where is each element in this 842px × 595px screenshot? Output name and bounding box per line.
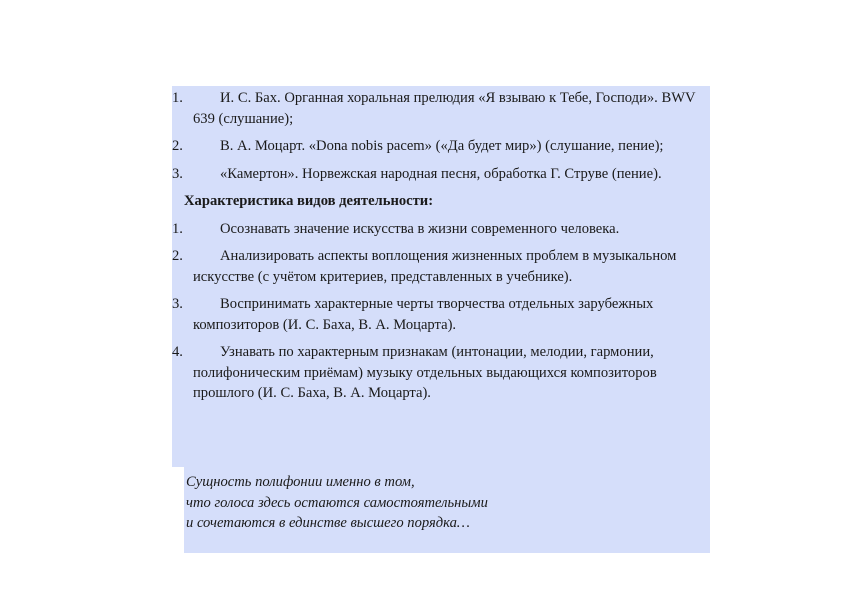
list-number: 2.: [172, 138, 183, 154]
list-text: И. С. Бах. Органная хоральная прелюдия «Я взываю к Тебе, Господи». BWV 639 (слушание);: [193, 90, 696, 127]
list-number: 4.: [172, 344, 183, 360]
quote-line: и сочетаются в единстве высшего порядка…: [186, 515, 470, 531]
list-text: «Камертон». Норвежская народная песня, обработка Г. Струве (пение).: [220, 165, 662, 182]
list-number: 3.: [172, 165, 183, 182]
list-number: 2.: [172, 248, 183, 264]
list-text: В. А. Моцарт. «Dona nobis pacem» («Да будет мир») (слушание, пение);: [220, 138, 664, 154]
list-item: [172, 136, 712, 157]
list-item: [172, 342, 712, 404]
quote-line: Сущность полифонии именно в том,: [186, 474, 415, 490]
list-text: Анализировать аспекты воплощения жизненных проблем в музыкальном искусстве (с учётом критериев, представленных в учебнике).: [193, 248, 677, 285]
list-item: [172, 164, 712, 185]
list-item: [172, 219, 712, 240]
list-number: 1.: [172, 90, 183, 106]
list-text: Осознавать значение искусства в жизни современного человека.: [220, 220, 620, 237]
document-body: [172, 88, 712, 411]
list-item: [172, 88, 712, 129]
list-item: [172, 246, 712, 287]
list-number: 3.: [172, 296, 183, 312]
list-number: 1.: [172, 220, 183, 237]
activities-heading: Характеристика видов деятельности:: [184, 193, 434, 209]
list-item: [172, 294, 712, 335]
quote-line: что голоса здесь остаются самостоятельными: [186, 494, 488, 511]
list-text: Узнавать по характерным признакам (интонации, мелодии, гармонии, полифоническим приёмам) музыку отдельных выдающихся композиторов прошлого (И. С. Баха, В. А. Моцарта).: [193, 344, 657, 401]
polyphony-quote: [186, 472, 488, 534]
list-text: Воспринимать характерные черты творчества отдельных зарубежных композиторов (И. С. Баха, В. А. Моцарта).: [193, 296, 654, 333]
